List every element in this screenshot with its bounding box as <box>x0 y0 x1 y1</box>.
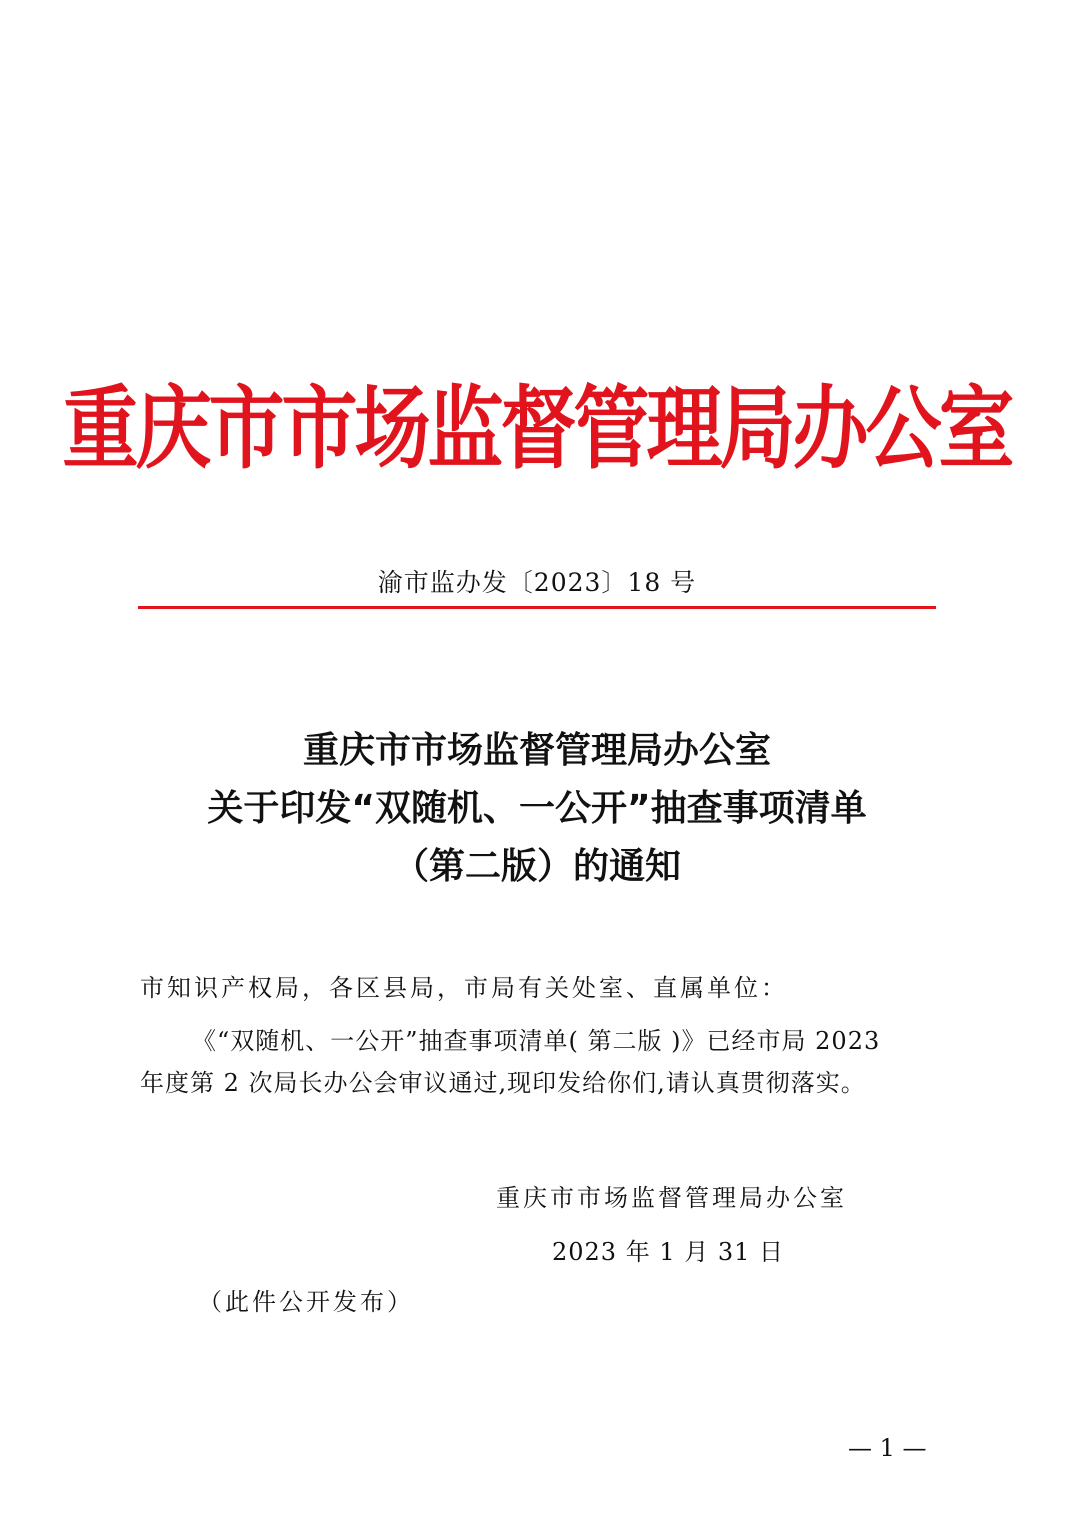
document-number: 渝市监办发〔2023〕18 号 <box>377 568 697 597</box>
body-paragraph <box>140 1020 940 1104</box>
recipients: 市知识产权局，各区县局，市局有关处室、直属单位： <box>140 974 788 1002</box>
red-header-title: 重庆市市场监督管理局办公室 <box>62 375 1012 481</box>
page-number: — 1 — <box>848 1434 927 1462</box>
body-line-2: 年度第 2 次局长办公会审议通过,现印发给你们,请认真贯彻落实。 <box>140 1069 866 1097</box>
red-divider-line <box>138 606 936 609</box>
signature-org: 重庆市市场监督管理局办公室 <box>496 1184 847 1212</box>
title-line-2: 关于印发“双随机、一公开”抽查事项清单 <box>207 788 867 829</box>
notice-title <box>0 722 1074 896</box>
title-line-3: （第二版）的通知 <box>392 846 681 887</box>
body-line-1: 《“双随机、一公开”抽查事项清单( 第二版 )》已经市局 2023 <box>192 1027 881 1055</box>
title-line-1: 重庆市市场监督管理局办公室 <box>302 730 771 771</box>
signature-date: 2023 年 1 月 31 日 <box>552 1238 785 1266</box>
publication-note: （此件公开发布） <box>198 1288 414 1316</box>
